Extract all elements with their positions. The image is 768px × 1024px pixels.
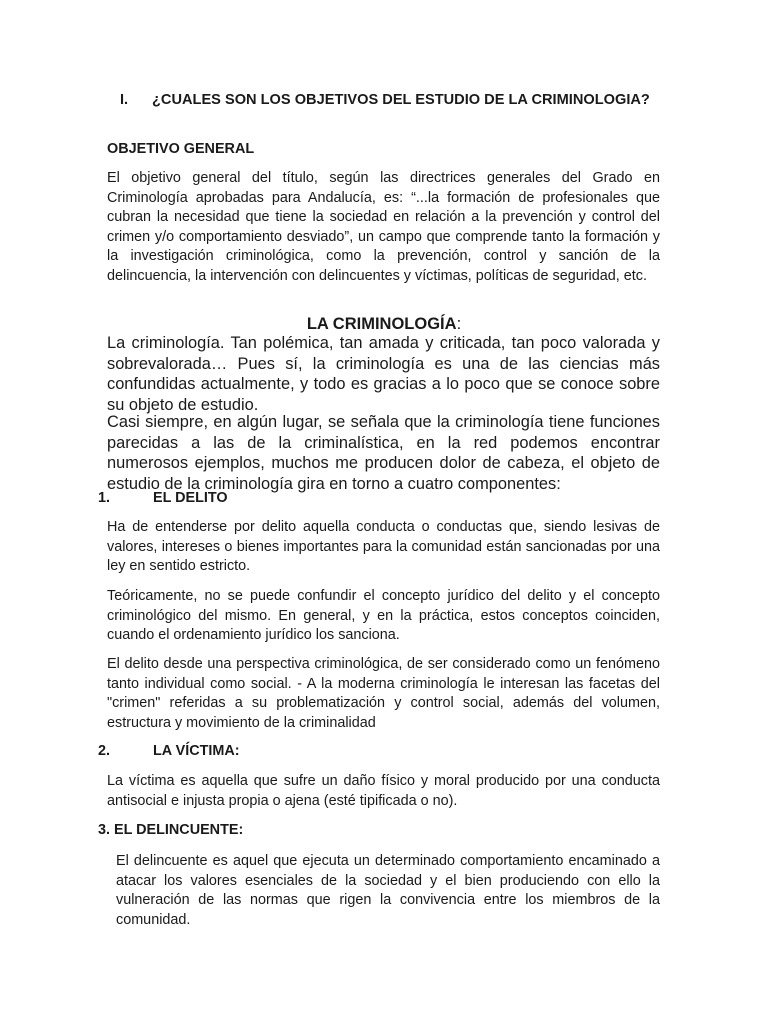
victima-heading — [98, 743, 240, 759]
section-title — [120, 90, 660, 110]
victima-paragraph: La víctima es aquella que sufre un daño físico y moral producido por una conducta antisocial e injusta propia o ajena (esté tipificada o no). — [107, 773, 660, 809]
victima-heading-text: LA VÍCTIMA: — [153, 743, 240, 759]
delincuente-paragraph: El delincuente es aquel que ejecuta un determinado comportamiento encaminado a atacar los valores esenciales de la sociedad y el bien produciendo con ello la vulneración de las normas que rigen la convivencia entre los miembros de la comunidad. — [116, 853, 660, 928]
delincuente-heading: 3. EL DELINCUENTE: — [98, 822, 244, 838]
criminologia-title-text: LA CRIMINOLOGÍA — [306, 315, 457, 333]
delito-heading-text: EL DELITO — [153, 490, 228, 506]
delito-paragraph-1: Ha de entenderse por delito aquella conducta o conductas que, siendo lesivas de valores, intereses o bienes importantes para la comunidad están sancionadas por una ley en sentido estricto. — [107, 519, 660, 574]
victima-number: 2. — [98, 743, 111, 759]
delito-paragraph-3: El delito desde una perspectiva criminológica, de ser considerado como un fenómeno tanto individual como social. - A la moderna criminología le interesan las facetas del "crimen" referidas a su problematización y control social, además del volumen, estructura y movimiento de la criminalidad — [107, 656, 660, 731]
delito-heading — [98, 490, 228, 506]
section-number: I. — [120, 92, 129, 108]
criminologia-paragraph-2: Casi siempre, en algún lugar, se señala que la criminología tiene funciones parecidas a las de la criminalística, en la red podemos encontrar numerosos ejemplos, muchos me producen dolor de cabeza, el objeto de estudio de la criminología gira en torno a cuatro componentes: — [107, 413, 660, 493]
criminologia-title — [0, 315, 768, 334]
criminologia-paragraph-1: La criminología. Tan polémica, tan amada y criticada, tan poco valorada y sobrevalorada… Pues sí, la criminología es una de las ciencias más confundidas actualmente, y todo es gracias a lo poco que se conoce sobre su objeto de estudio. — [107, 334, 660, 414]
delito-paragraph-2: Teóricamente, no se puede confundir el concepto jurídico del delito y el concepto criminológico del mismo. En general, y en la práctica, estos conceptos coinciden, cuando el ordenamiento jurídico los sanciona. — [107, 588, 660, 643]
section-title-text: ¿CUALES SON LOS OBJETIVOS DEL ESTUDIO DE LA CRIMINOLOGIA? — [152, 92, 650, 108]
criminologia-title-colon: : — [456, 315, 462, 333]
objetivo-general-paragraph: El objetivo general del título, según las directrices generales del Grado en Criminología aprobadas para Andalucía, es: “...la formación de profesionales que cubran la necesidad que tiene la sociedad en relación a la prevención y control del crimen y/o comportamiento desviado”, un campo que comprende tanto la formación y la investigación criminológica, como la prevención, control y sanción de la delincuencia, la intervención con delincuentes y víctimas, políticas de seguridad, etc. — [107, 170, 660, 284]
delito-number: 1. — [98, 490, 111, 506]
objetivo-general-heading: OBJETIVO GENERAL — [107, 141, 255, 157]
